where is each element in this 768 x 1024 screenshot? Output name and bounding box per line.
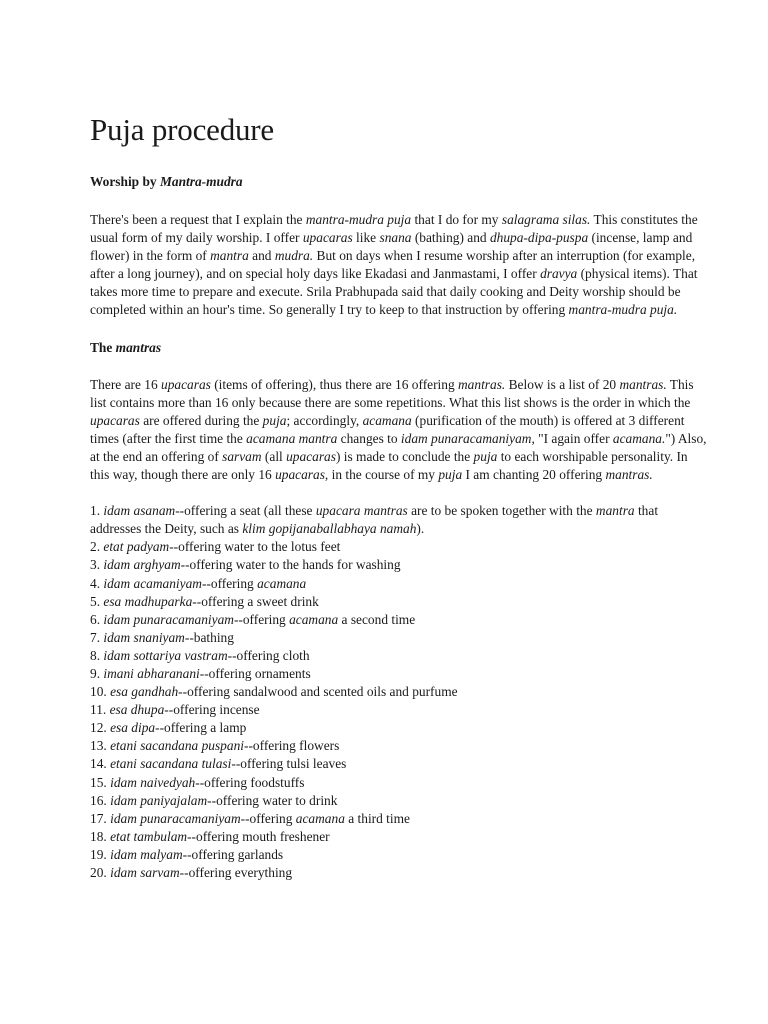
text-run: I am chanting 20 offering	[462, 467, 606, 483]
italic-term: idam snaniyam	[103, 629, 185, 645]
text-run: There are 16	[90, 376, 162, 392]
text-run: 17.	[90, 810, 111, 826]
italic-term: upacaras	[275, 467, 325, 483]
list-item	[90, 864, 708, 882]
italic-term: idam punaracamaniyam	[400, 430, 532, 446]
italic-term: esa gandhah	[110, 684, 179, 700]
italic-term: mantra	[595, 503, 635, 519]
italic-term: upacaras	[161, 376, 211, 392]
text-run: are offered during the	[139, 412, 263, 428]
intro-paragraph	[90, 211, 708, 320]
text-run: 2.	[90, 539, 104, 555]
text-run: 6.	[90, 611, 104, 627]
text-run: This list contains more than 16 only because there are some repetitions. What this list shows is the order in which the	[90, 376, 694, 410]
italic-term: esa dhupa	[109, 702, 165, 718]
text-run: --offering cloth	[227, 647, 310, 663]
italic-term: idam punaracamaniyam	[110, 810, 241, 826]
list-item	[90, 665, 708, 683]
text-run: --offering flowers	[244, 738, 340, 754]
list-item	[90, 755, 708, 773]
list-item	[90, 593, 708, 611]
text-run: a third time	[344, 810, 410, 826]
italic-term: klim gopijanaballabhaya namah	[242, 521, 417, 537]
text-run: --offering a seat (all these	[175, 503, 316, 519]
list-item	[90, 828, 708, 846]
italic-term: salagrama silas.	[501, 212, 591, 227]
italic-term: idam punaracamaniyam	[103, 611, 234, 627]
italic-term: idam asanam	[103, 503, 176, 519]
italic-term: upacaras	[286, 448, 336, 464]
text-run: --offering	[201, 575, 258, 591]
text-run: that addresses the Deity, such as	[90, 503, 659, 537]
text-run: But on days when I resume worship after an interruption (for example, after a long journey), and on special holy days like Ekadasi and Janmastami, I offer	[90, 248, 696, 282]
list-item	[90, 502, 708, 538]
italic-term: puja	[473, 448, 498, 464]
italic-term: acamana mantra	[246, 430, 338, 446]
italic-term: idam sarvam	[110, 865, 180, 880]
text-run: --offering water to drink	[207, 792, 338, 808]
text-run: , "I again offer	[531, 430, 613, 446]
list-item	[90, 629, 708, 647]
italic-term: puja	[438, 467, 463, 483]
heading-emphasis: Mantra-mudra	[159, 174, 243, 189]
italic-term: etat tambulam	[110, 828, 188, 844]
list-item	[90, 647, 708, 665]
section-heading-worship	[90, 173, 708, 191]
text-run: 20.	[90, 865, 111, 880]
italic-term: mantras.	[605, 467, 653, 483]
text-run: --offering incense	[164, 702, 260, 718]
italic-term: snana	[379, 230, 412, 246]
text-run: --offering ornaments	[199, 665, 311, 681]
text-run: --offering tulsi leaves	[231, 756, 347, 772]
text-run: --offering water to the hands for washing	[180, 557, 401, 573]
text-run: 16.	[90, 792, 111, 808]
heading-prefix: Worship by	[90, 174, 160, 189]
list-item	[90, 774, 708, 792]
text-run: --offering mouth freshener	[187, 828, 330, 844]
text-run: ") Also, at the end an offering of	[90, 430, 707, 464]
italic-term: idam naivedyah	[110, 774, 196, 790]
list-item	[90, 719, 708, 737]
italic-term: mantra	[210, 248, 249, 264]
text-run: that I do for my	[411, 212, 502, 227]
text-run: 19.	[90, 846, 111, 862]
text-run: 12.	[90, 720, 111, 736]
text-run: 4.	[90, 575, 104, 591]
text-run: 7.	[90, 629, 104, 645]
italic-term: dhupa-dipa-puspa	[489, 230, 589, 246]
italic-term: esa madhuparka	[103, 593, 193, 609]
list-item	[90, 737, 708, 755]
text-run: a second time	[338, 611, 416, 627]
text-run: Below is a list of 20	[505, 376, 620, 392]
text-run: --offering a sweet drink	[192, 593, 319, 609]
italic-term: idam arghyam	[103, 557, 181, 573]
text-run: (physical items). That takes more time to prepare and execute. Srila Prabhupada said that daily cooking and Deity worship should be completed within an hour's time. So generally I try to keep to that instruction by offering	[90, 266, 698, 318]
text-run: 8.	[90, 647, 104, 663]
italic-term: idam sottariya vastram	[103, 647, 228, 663]
text-run: 3.	[90, 557, 104, 573]
italic-term: upacara mantras	[315, 503, 408, 519]
list-item	[90, 575, 708, 593]
italic-term: acamana.	[612, 430, 666, 446]
text-run: 15.	[90, 774, 111, 790]
italic-term: etat padyam	[103, 539, 170, 555]
list-item	[90, 683, 708, 701]
italic-term: puja	[262, 412, 287, 428]
italic-term: mantras.	[458, 376, 506, 392]
italic-term: etani sacandana tulasi	[110, 756, 232, 772]
italic-term: mudra.	[274, 248, 314, 264]
text-run: 1.	[90, 503, 104, 519]
list-item	[90, 810, 708, 828]
italic-term: upacaras	[302, 230, 353, 246]
italic-term: mantras.	[619, 376, 667, 392]
list-item	[90, 846, 708, 864]
text-run: --offering everything	[179, 865, 293, 880]
text-run: changes to	[337, 430, 401, 446]
text-run: 5.	[90, 593, 104, 609]
text-run: --offering	[240, 810, 296, 826]
text-run: are to be spoken together with the	[407, 503, 596, 519]
italic-term: mantra-mudra puja	[305, 212, 412, 227]
list-item	[90, 701, 708, 719]
text-run: like	[352, 230, 380, 246]
text-run: --offering	[233, 611, 290, 627]
text-run: , in the course of my	[324, 467, 439, 483]
text-run: --offering foodstuffs	[195, 774, 305, 790]
text-run: 11.	[90, 702, 110, 718]
text-run: --offering water to the lotus feet	[169, 539, 341, 555]
mantra-list	[90, 502, 708, 882]
text-run: (purification of the mouth) is offered at 3 different times (after the first time the	[90, 412, 685, 446]
italic-term: idam paniyajalam	[110, 792, 208, 808]
text-run: (incense, lamp and flower) in the form of	[90, 230, 693, 264]
text-run: 14.	[90, 756, 111, 772]
italic-term: acamana	[295, 810, 345, 826]
italic-term: acamana	[362, 412, 412, 428]
text-run: --bathing	[184, 629, 234, 645]
text-run: ).	[416, 521, 425, 537]
section-heading-mantras	[90, 339, 708, 357]
text-run: 9.	[90, 665, 104, 681]
list-item	[90, 538, 708, 556]
text-run: ) is made to conclude the	[335, 448, 474, 464]
text-run: 13.	[90, 738, 111, 754]
heading-emphasis: mantras	[115, 339, 162, 355]
italic-term: idam malyam	[110, 846, 183, 862]
italic-term: sarvam	[222, 448, 262, 464]
text-run: 10.	[90, 684, 111, 700]
italic-term: upacaras	[90, 412, 140, 428]
page-title: Puja procedure	[90, 112, 274, 147]
list-item	[90, 792, 708, 810]
text-run: (all	[261, 448, 287, 464]
text-run: ; accordingly,	[286, 412, 363, 428]
text-run: (items of offering), thus there are 16 offering	[210, 376, 459, 392]
heading-prefix: The	[90, 339, 116, 355]
text-run: to each worshipable personality. In this way, though there are only 16	[90, 448, 688, 483]
text-run: (bathing) and	[411, 230, 490, 246]
text-run: and	[248, 248, 275, 264]
italic-term: dravya	[540, 266, 578, 282]
italic-term: imani abharanani	[103, 665, 200, 681]
text-run: There's been a request that I explain the	[90, 212, 306, 227]
text-run: --offering sandalwood and scented oils and purfume	[178, 684, 458, 700]
text-run: 18.	[90, 828, 111, 844]
list-item	[90, 556, 708, 574]
italic-term: acamana	[289, 611, 339, 627]
list-item	[90, 611, 708, 629]
italic-term: esa dipa	[110, 720, 156, 736]
text-run: --offering a lamp	[155, 720, 247, 736]
italic-term: etani sacandana puspani	[110, 738, 244, 754]
italic-term: acamana	[257, 575, 307, 591]
italic-term: mantra-mudra puja.	[568, 302, 678, 318]
text-run: --offering garlands	[182, 846, 284, 862]
mantras-paragraph	[90, 376, 708, 485]
text-run: This constitutes the usual form of my daily worship. I offer	[90, 212, 698, 246]
italic-term: idam acamaniyam	[103, 575, 202, 591]
